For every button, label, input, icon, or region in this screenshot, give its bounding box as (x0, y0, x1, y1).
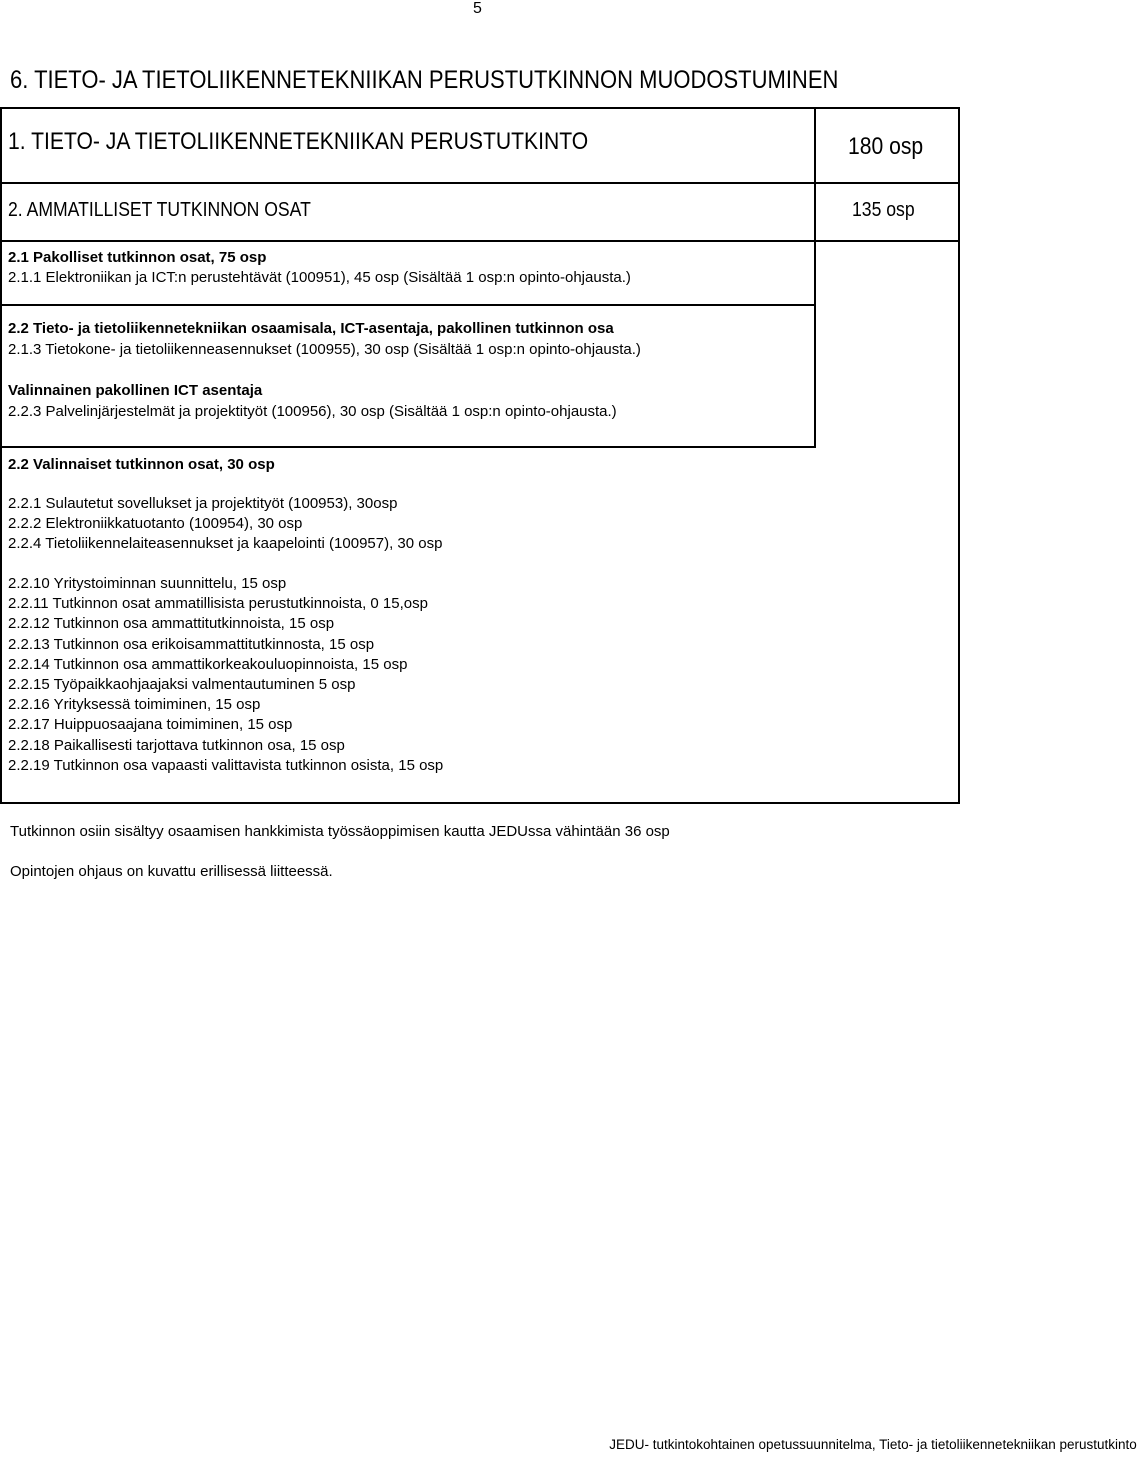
vocational-credits: 135 osp (852, 199, 915, 221)
section-heading: 6. TIETO- JA TIETOLIIKENNETEKNIIKAN PERUSTUTKINNON MUODOSTUMINEN (10, 66, 839, 94)
list-item: 2.2.4 Tietoliikennelaiteasennukset ja kaapelointi (100957), 30 osp (8, 535, 443, 553)
optional-title: 2.2 Valinnaiset tutkinnon osat, 30 osp (8, 456, 275, 473)
credits-column-divider (814, 107, 816, 242)
specialization-subtitle: Valinnainen pakollinen ICT asentaja (8, 382, 263, 399)
specialization-title: 2.2 Tieto- ja tietoliikennetekniikan osaamisala, ICT-asentaja, pakollinen tutkinnon osa (8, 320, 614, 337)
list-item: 2.2.1 Sulautetut sovellukset ja projektityöt (100953), 30osp (8, 495, 398, 512)
mandatory-right-border (814, 240, 816, 305)
list-item: 2.2.14 Tutkinnon osa ammattikorkeakouluopinnoista, 15 osp (8, 655, 408, 673)
row-divider-4 (0, 446, 816, 448)
list-item: 2.2.13 Tutkinnon osa erikoisammattitutkinnosta, 15 osp (8, 635, 375, 653)
list-item: 2.2.2 Elektroniikkatuotanto (100954), 30 osp (8, 515, 303, 533)
optional-list-group1 (8, 494, 442, 555)
page-number: 5 (473, 0, 482, 17)
list-item: 2.2.17 Huippuosaajana toimiminen, 15 osp (8, 716, 293, 734)
mandatory-item: 2.1.1 Elektroniikan ja ICT:n perustehtävät (100951), 45 osp (Sisältää 1 osp:n opinto-ohjausta.) (8, 269, 631, 286)
row-divider-1 (0, 182, 960, 184)
row-divider-2 (0, 240, 960, 242)
degree-credits: 180 osp (848, 133, 924, 160)
optional-list-group2 (8, 574, 443, 776)
specialization-right-border (814, 304, 816, 447)
guidance-note: Opintojen ohjaus on kuvattu erillisessä liitteessä. (10, 863, 333, 880)
list-item: 2.2.18 Paikallisesti tarjottava tutkinnon osa, 15 osp (8, 736, 345, 754)
page-footer: JEDU- tutkintokohtainen opetussuunnitelma, Tieto- ja tietoliikennetekniikan perustutkinto (609, 1437, 1137, 1452)
list-item: 2.2.10 Yritystoiminnan suunnittelu, 15 osp (8, 575, 287, 592)
specialization-item: 2.1.3 Tietokone- ja tietoliikenneasennukset (100955), 30 osp (Sisältää 1 osp:n opinto-ohjausta.) (8, 341, 641, 358)
list-item: 2.2.11 Tutkinnon osat ammatillisista perustutkinnoista, 0 15,osp (8, 595, 428, 613)
row-divider-3 (0, 304, 816, 306)
vocational-title: 2. AMMATILLISET TUTKINNON OSAT (8, 199, 311, 221)
list-item: 2.2.19 Tutkinnon osa vapaasti valittavista tutkinnon osista, 15 osp (8, 756, 444, 774)
list-item: 2.2.16 Yrityksessä toimiminen, 15 osp (8, 696, 261, 714)
list-item: 2.2.12 Tutkinnon osa ammattitutkinnoista, 15 osp (8, 615, 335, 633)
degree-title: 1. TIETO- JA TIETOLIIKENNETEKNIIKAN PERUSTUTKINTO (8, 128, 589, 155)
mandatory-title: 2.1 Pakolliset tutkinnon osat, 75 osp (8, 249, 267, 266)
specialization-subitem: 2.2.3 Palvelinjärjestelmät ja projektityöt (100956), 30 osp (Sisältää 1 osp:n opinto-ohjausta.) (8, 403, 617, 420)
work-learning-note: Tutkinnon osiin sisältyy osaamisen hankkimista työssäoppimisen kautta JEDUssa vähintään 36 osp (10, 823, 670, 840)
list-item: 2.2.15 Työpaikkaohjaajaksi valmentautuminen 5 osp (8, 676, 356, 694)
